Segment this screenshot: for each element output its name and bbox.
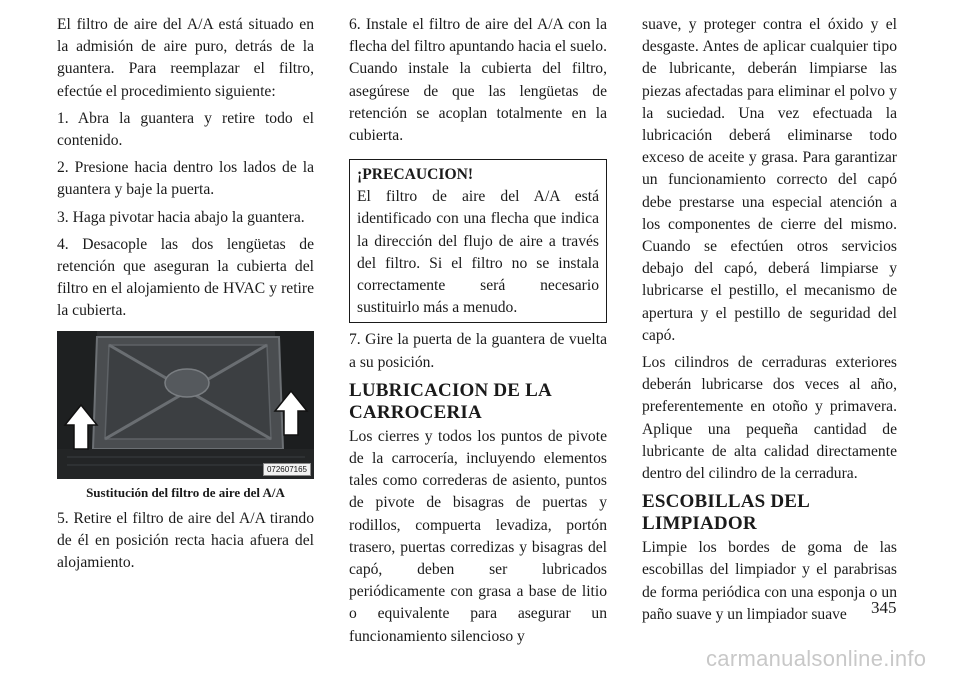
watermark: carmanualsonline.info [706, 646, 927, 671]
column-2 [349, 14, 607, 653]
lubrication-paragraph: Los cierres y todos los puntos de pivote de la carrocería, incluyendo elementos tales como correderas de asiento, puntos de pivote de bisagras de puertas y rodillos, compuerta levadiza, portón trasero, puertas corredizas y bisagras del capó, deben ser lubricados periódicamente con grasa a base de litio o equivalente para asegurar un funcionamiento silencioso y [349, 427, 607, 645]
wiper-paragraph: Limpie los bordes de goma de las escobillas del limpiador y el parabrisas de forma periódica con una esponja o un paño suave y un limpiador suave [642, 539, 897, 623]
filter-photo-illustration [57, 331, 314, 479]
column-1 [57, 14, 314, 579]
page-number: 345 [871, 598, 897, 617]
heading-wiper-blades: ESCOBILLAS DEL LIMPIADOR [642, 491, 810, 535]
step-1: 1. Abra la guantera y retire todo el contenido. [57, 109, 314, 150]
figure-code: 072607165 [263, 463, 311, 476]
intro-paragraph: El filtro de aire del A/A está situado en la admisión de aire puro, detrás de la guantera. Para reemplazar el filtro, efectúe el procedimiento siguiente: [57, 16, 314, 100]
step-4: 4. Desacople las dos lengüetas de retención que aseguran la cubierta del filtro en el alojamiento de HVAC y retire la cubierta. [57, 235, 314, 320]
lock-cylinders-paragraph: Los cilindros de cerraduras exteriores deberán lubricarse dos veces al año, preferentemente en otoño y primavera. Aplique una pequeña cantidad de lubricante de alta calidad directamente dentro del cilindro de la cerradura. [642, 354, 897, 483]
step-7: 7. Gire la puerta de la guantera de vuelta a su posición. [349, 331, 607, 371]
figure-caption: Sustitución del filtro de aire del A/A [86, 484, 285, 500]
step-5: 5. Retire el filtro de aire del A/A tirando de él en posición recta hacia afuera del alojamiento. [57, 509, 314, 572]
step-3: 3. Haga pivotar hacia abajo la guantera. [57, 208, 305, 226]
filter-replacement-photo [57, 331, 314, 479]
caution-box [349, 159, 607, 323]
step-6: 6. Instale el filtro de aire del A/A con la flecha del filtro apuntando hacia el suelo. Cuando instale la cubierta del filtro, asegúrese de que las lengüetas de retención se acoplan totalmente en la cubierta. [349, 16, 607, 145]
column-3 [642, 14, 897, 631]
step-2: 2. Presione hacia dentro los lados de la guantera y baje la puerta. [57, 159, 314, 199]
lubrication-continued: suave, y proteger contra el óxido y el desgaste. Antes de aplicar cualquier tipo de lubricante, deberán limpiarse las piezas afectadas para eliminar el polvo y la suciedad. Una vez efectuada la lubricación deberá eliminarse todo exceso de aceite y grasa. Para garantizar un funcionamiento correcto del capó debe prestarse una especial atención a los componentes de cierre del mismo. Cuando se efectúen otros servicios debajo del capó, deberá limpiarse y lubricarse el pestillo, el mecanismo de apertura y el pestillo de seguridad del capó. [642, 16, 897, 344]
caution-title: ¡PRECAUCION! [357, 166, 474, 184]
heading-body-lubrication: LUBRICACION DE LA CARROCERIA [349, 379, 551, 423]
caution-text: El filtro de aire del A/A está identificado con una flecha que indica la dirección del flujo de aire a través del filtro. Si el filtro no se instala correctamente será necesario sustituirlo más a menudo. [357, 188, 599, 317]
